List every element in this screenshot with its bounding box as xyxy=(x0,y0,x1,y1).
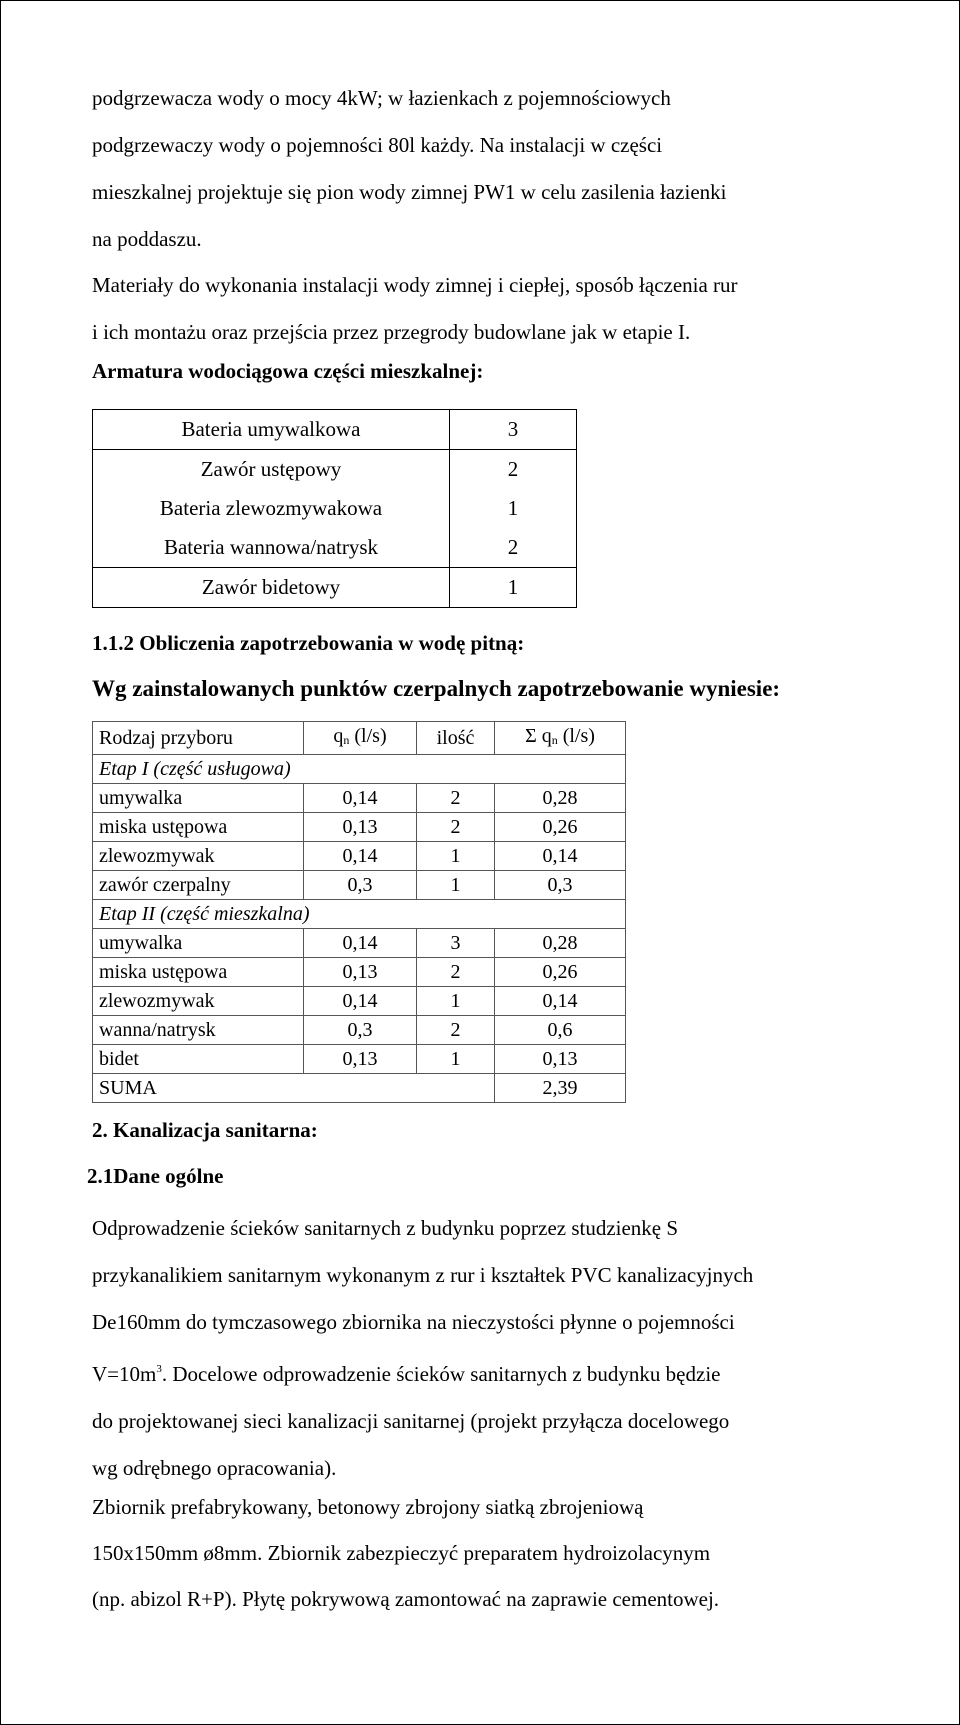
text-line: przykanalikiem sanitarnym wykonanym z rur i kształtek PVC kanalizacyjnych xyxy=(92,1263,754,1287)
fixture-name: umywalka xyxy=(93,784,304,813)
flow-value: 0,14 xyxy=(304,929,417,958)
text-line: mieszkalnej projektuje się pion wody zimnej PW1 w celu zasilenia łazienki xyxy=(92,180,727,204)
fixture-qty: 1 xyxy=(507,575,519,599)
flow-value: 0,3 xyxy=(304,871,417,900)
zbiornik-paragraph xyxy=(92,1484,952,1622)
section-label: Etap I (część usługowa) xyxy=(93,755,626,784)
flow-value: 0,14 xyxy=(304,987,417,1016)
count-value: 1 xyxy=(417,871,495,900)
count-value: 1 xyxy=(417,842,495,871)
table-row xyxy=(93,568,577,608)
section-subheading: Wg zainstalowanych punktów czerpalnych zapotrzebowanie wyniesie: xyxy=(92,676,781,701)
table-row xyxy=(93,1045,626,1074)
table-row xyxy=(93,489,577,528)
fixture-name: wanna/natrysk xyxy=(93,1016,304,1045)
text-line: na poddaszu. xyxy=(92,227,202,251)
section-heading: 1.1.2 Obliczenia zapotrzebowania w wodę pitną: xyxy=(92,631,525,655)
fixture-name: zlewozmywak xyxy=(93,842,304,871)
flow-value: 0,13 xyxy=(304,958,417,987)
table-row xyxy=(93,842,626,871)
text-line: podgrzewaczy wody o pojemności 80l każdy. Na instalacji w części xyxy=(92,133,663,157)
table-row xyxy=(93,813,626,842)
fixture-name: bidet xyxy=(93,1045,304,1074)
fixture-qty: 2 xyxy=(507,457,519,481)
intro-paragraph xyxy=(92,75,952,263)
fixture-name: zawór czerpalny xyxy=(93,871,304,900)
table-row xyxy=(93,528,577,568)
table-row xyxy=(93,410,577,450)
sum-label: SUMA xyxy=(93,1074,495,1103)
section-row xyxy=(93,755,626,784)
header-cell: Σ $q_n$ (l/s) xyxy=(495,722,626,755)
section-label: Etap II (część mieszkalna) xyxy=(93,900,626,929)
table-row xyxy=(93,871,626,900)
text-line: De160mm do tymczasowego zbiornika na nieczystości płynne o pojemności xyxy=(92,1310,735,1334)
text-line: $V=10m^3$. Docelowe odprowadzenie ścieków sanitarnych z budynku będzie xyxy=(92,1362,721,1386)
table-row xyxy=(93,784,626,813)
kanalizacja-heading: 2. Kanalizacja sanitarna: xyxy=(92,1118,318,1142)
header-cell: Rodzaj przyboru xyxy=(93,722,304,755)
text-line: 150x150mm ø8mm. Zbiornik zabezpieczyć preparatem hydroizolacynym xyxy=(92,1541,711,1565)
flow-value: 0,13 xyxy=(304,813,417,842)
count-value: 2 xyxy=(417,784,495,813)
dane-ogolne-heading: 2.1Dane ogólne xyxy=(87,1164,224,1188)
fixture-name: miska ustępowa xyxy=(93,813,304,842)
header-cell: $q_n$ (l/s) xyxy=(304,722,417,755)
fixture-name: umywalka xyxy=(93,929,304,958)
count-value: 1 xyxy=(417,987,495,1016)
table-row xyxy=(93,929,626,958)
fixture-name: Zawór bidetowy xyxy=(93,568,450,608)
sum-value: 0,3 xyxy=(495,871,626,900)
text-line: Odprowadzenie ścieków sanitarnych z budynku poprzez studzienkę S xyxy=(92,1216,679,1240)
count-value: 2 xyxy=(417,958,495,987)
armatura-table xyxy=(92,409,577,608)
sum-value: 0,26 xyxy=(495,813,626,842)
armatura-heading: Armatura wodociągowa części mieszkalnej: xyxy=(92,359,484,383)
sum-value: 0,28 xyxy=(495,929,626,958)
count-value: 3 xyxy=(417,929,495,958)
flow-value: 0,13 xyxy=(304,1045,417,1074)
fixture-name: Zawór ustępowy xyxy=(93,450,450,490)
fixture-name: Bateria umywalkowa xyxy=(93,410,450,450)
text-line: podgrzewacza wody o mocy 4kW; w łazienkach z pojemnościowych xyxy=(92,86,671,110)
materials-paragraph xyxy=(92,262,952,356)
text-line: Materiały do wykonania instalacji wody zimnej i ciepłej, sposób łączenia rur xyxy=(92,273,738,297)
section-row xyxy=(93,900,626,929)
table-row xyxy=(93,1016,626,1045)
table-row xyxy=(93,450,577,490)
fixture-name: Bateria zlewozmywakowa xyxy=(93,489,450,528)
fixture-name: Bateria wannowa/natrysk xyxy=(93,528,450,568)
header-cell: ilość xyxy=(417,722,495,755)
flow-value: 0,14 xyxy=(304,842,417,871)
fixture-name: zlewozmywak xyxy=(93,987,304,1016)
text-line: Zbiornik prefabrykowany, betonowy zbrojony siatką zbrojeniową xyxy=(92,1495,644,1519)
text-line: wg odrębnego opracowania). xyxy=(92,1456,337,1480)
sum-value: 0,14 xyxy=(495,842,626,871)
sum-row xyxy=(93,1074,626,1103)
sum-value: 0,6 xyxy=(495,1016,626,1045)
demand-table xyxy=(92,721,626,1103)
sum-value: 0,13 xyxy=(495,1045,626,1074)
text-line: (np. abizol R+P). Płytę pokrywową zamontować na zaprawie cementowej. xyxy=(92,1587,720,1611)
text-line: do projektowanej sieci kanalizacji sanitarnej (projekt przyłącza docelowego xyxy=(92,1409,730,1433)
fixture-qty: 2 xyxy=(507,535,519,559)
sum-value: 0,14 xyxy=(495,987,626,1016)
count-value: 1 xyxy=(417,1045,495,1074)
sum-total: 2,39 xyxy=(495,1074,626,1103)
flow-value: 0,14 xyxy=(304,784,417,813)
table-row xyxy=(93,958,626,987)
table-header-row xyxy=(93,722,626,755)
sum-value: 0,28 xyxy=(495,784,626,813)
flow-value: 0,3 xyxy=(304,1016,417,1045)
table-row xyxy=(93,987,626,1016)
fixture-qty: 3 xyxy=(507,417,519,441)
sum-value: 0,26 xyxy=(495,958,626,987)
kanalizacja-paragraph xyxy=(92,1205,952,1492)
count-value: 2 xyxy=(417,813,495,842)
fixture-name: miska ustępowa xyxy=(93,958,304,987)
fixture-qty: 1 xyxy=(507,496,519,520)
count-value: 2 xyxy=(417,1016,495,1045)
text-line: i ich montażu oraz przejścia przez przegrody budowlane jak w etapie I. xyxy=(92,320,691,344)
